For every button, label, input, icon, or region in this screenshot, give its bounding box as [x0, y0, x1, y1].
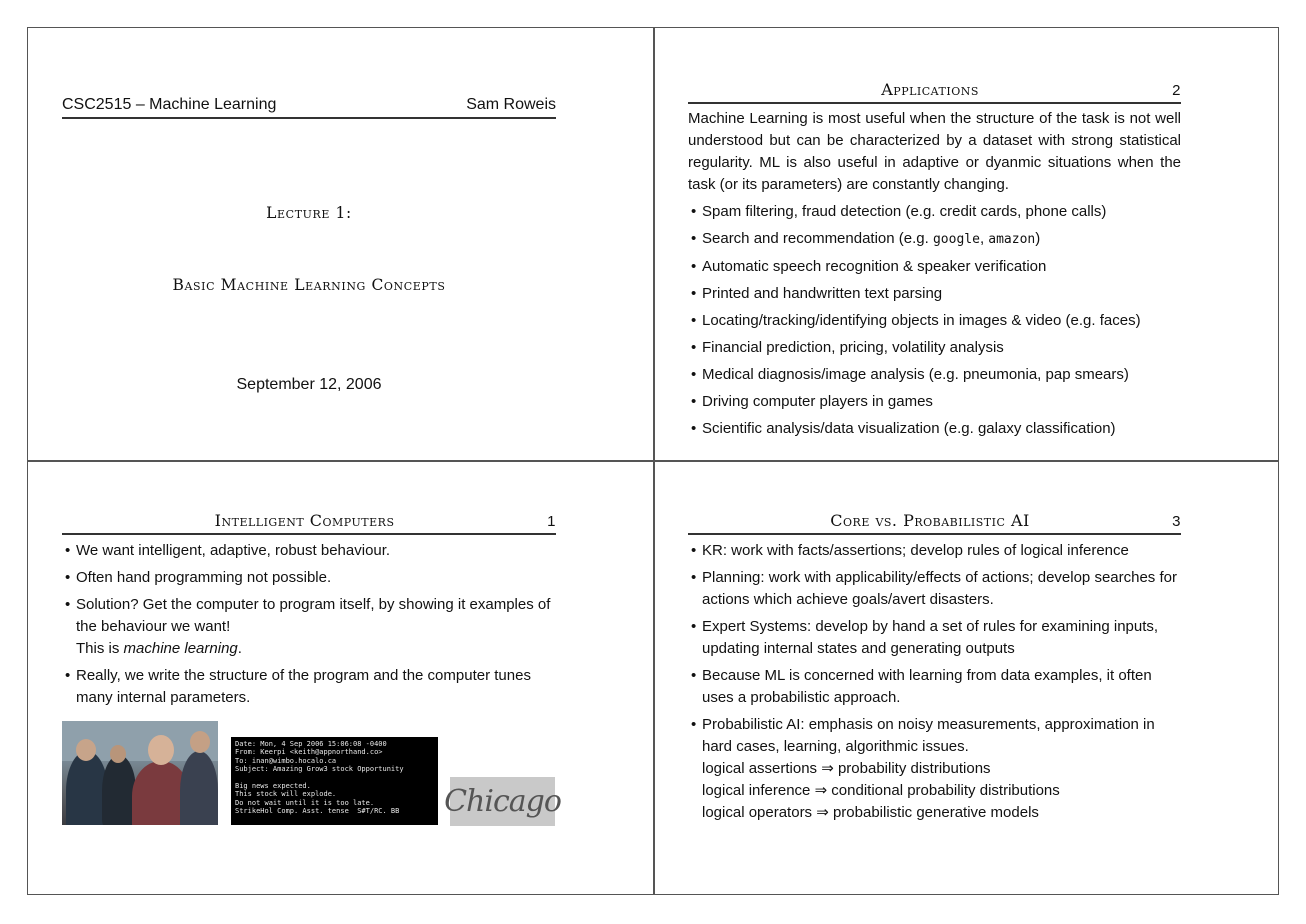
slide-title: Applications: [881, 80, 979, 99]
slide-title-header: [62, 96, 556, 119]
this-is-text: This is: [76, 640, 124, 657]
slide-title: Intelligent Computers: [214, 511, 395, 530]
list-item: • Really, we write the structure of the program and the computer tunes many internal parameters.: [62, 665, 556, 709]
list-item: • We want intelligent, adaptive, robust behaviour.: [62, 540, 556, 562]
mapping-line: logical inference ⇒ conditional probability distributions: [702, 782, 1060, 799]
amazon-mono: amazon: [988, 232, 1036, 247]
people-photo: [62, 721, 218, 825]
list-item: • Driving computer players in games: [688, 391, 1181, 413]
list-item: [688, 714, 1181, 824]
horizontal-divider: [27, 460, 1279, 462]
spam-email-screenshot: Date: Mon, 4 Sep 2006 15:06:08 -0400 From: Keerpi <keith@appnorthand.co> To: inan@wimbo.hocalo.ca Subject: Amazing Grow3 stock Opportunity Big news expected. This stock will explode. Do not wait until it is too late. StrikeHol Comp. Asst. tense S#T/RC. BB: [231, 737, 438, 825]
close-paren: ): [1035, 230, 1041, 247]
google-mono: google: [932, 232, 980, 247]
applications-list: [688, 201, 1181, 440]
intro-paragraph: Machine Learning is most useful when the structure of the task is not well understood but can be characterized by a dataset with strong statistical regularity. ML is also useful in adaptive or dyanmic situations when the task (or its parameters) are constantly changing.: [688, 110, 1181, 193]
period-text: .: [237, 640, 242, 657]
list-item: • Medical diagnosis/image analysis (e.g. pneumonia, pap smears): [688, 364, 1181, 386]
comma-text: ,: [979, 230, 989, 247]
list-item-text: Solution? Get the computer to program itself, by showing it examples of the behaviour we want!: [76, 596, 551, 635]
list-item: • Because ML is concerned with learning from data examples, it often uses a probabilistic approach.: [688, 665, 1181, 709]
mapping-line: logical assertions ⇒ probability distributions: [702, 760, 991, 777]
definition-line: [76, 638, 556, 660]
list-item: [62, 594, 556, 660]
list-item: • Locating/tracking/identifying objects in images & video (e.g. faces): [688, 310, 1181, 332]
lecture-subtitle: Basic Machine Learning Concepts: [172, 276, 446, 294]
list-item-text: Search and recommendation (e.g.: [702, 230, 933, 247]
list-item: • Scientific analysis/data visualization (e.g. galaxy classification): [688, 418, 1181, 440]
intelligent-list: [62, 540, 556, 709]
slide-applications: [688, 80, 1181, 440]
list-item: • Often hand programming not possible.: [62, 567, 556, 589]
slide-number: 1: [547, 513, 556, 530]
list-item: • Spam filtering, fraud detection (e.g. credit cards, phone calls): [688, 201, 1181, 223]
author-name: Sam Roweis: [466, 96, 556, 113]
list-item: • Planning: work with applicability/effects of actions; develop searches for actions which achieve goals/avert disasters.: [688, 567, 1181, 611]
list-item: [688, 228, 1181, 251]
lecture-date: September 12, 2006: [236, 376, 382, 393]
list-item-text: Probabilistic AI: emphasis on noisy measurements, approximation in hard cases, learning, algorithmic issues.: [702, 716, 1155, 755]
list-item: • KR: work with facts/assertions; develop rules of logical inference: [688, 540, 1181, 562]
list-item: • Printed and handwritten text parsing: [688, 283, 1181, 305]
slide-core-header: [688, 511, 1181, 535]
slide-number: 3: [1172, 513, 1181, 530]
slide-title: Core vs. Probabilistic AI: [830, 511, 1030, 530]
slide-intelligent-header: [62, 511, 556, 535]
handwriting-sample: Chicago: [450, 777, 555, 826]
slide-intelligent-computers: [62, 511, 556, 709]
list-item: • Expert Systems: develop by hand a set of rules for examining inputs, updating internal states and generating outputs: [688, 616, 1181, 660]
lecture-label: Lecture 1:: [266, 204, 352, 222]
slide-title: [62, 96, 556, 436]
list-item: • Automatic speech recognition & speaker verification: [688, 256, 1181, 278]
mapping-line: logical operators ⇒ probabilistic generative models: [702, 804, 1039, 821]
machine-learning-emphasis: machine learning: [123, 640, 238, 657]
core-list: [688, 540, 1181, 824]
slide-applications-header: [688, 80, 1181, 104]
list-item: • Financial prediction, pricing, volatility analysis: [688, 337, 1181, 359]
course-name: CSC2515 – Machine Learning: [62, 96, 277, 113]
slide-core-vs-probabilistic: [688, 511, 1181, 824]
slide-applications-body: [688, 108, 1181, 440]
slide-number: 2: [1172, 82, 1181, 99]
